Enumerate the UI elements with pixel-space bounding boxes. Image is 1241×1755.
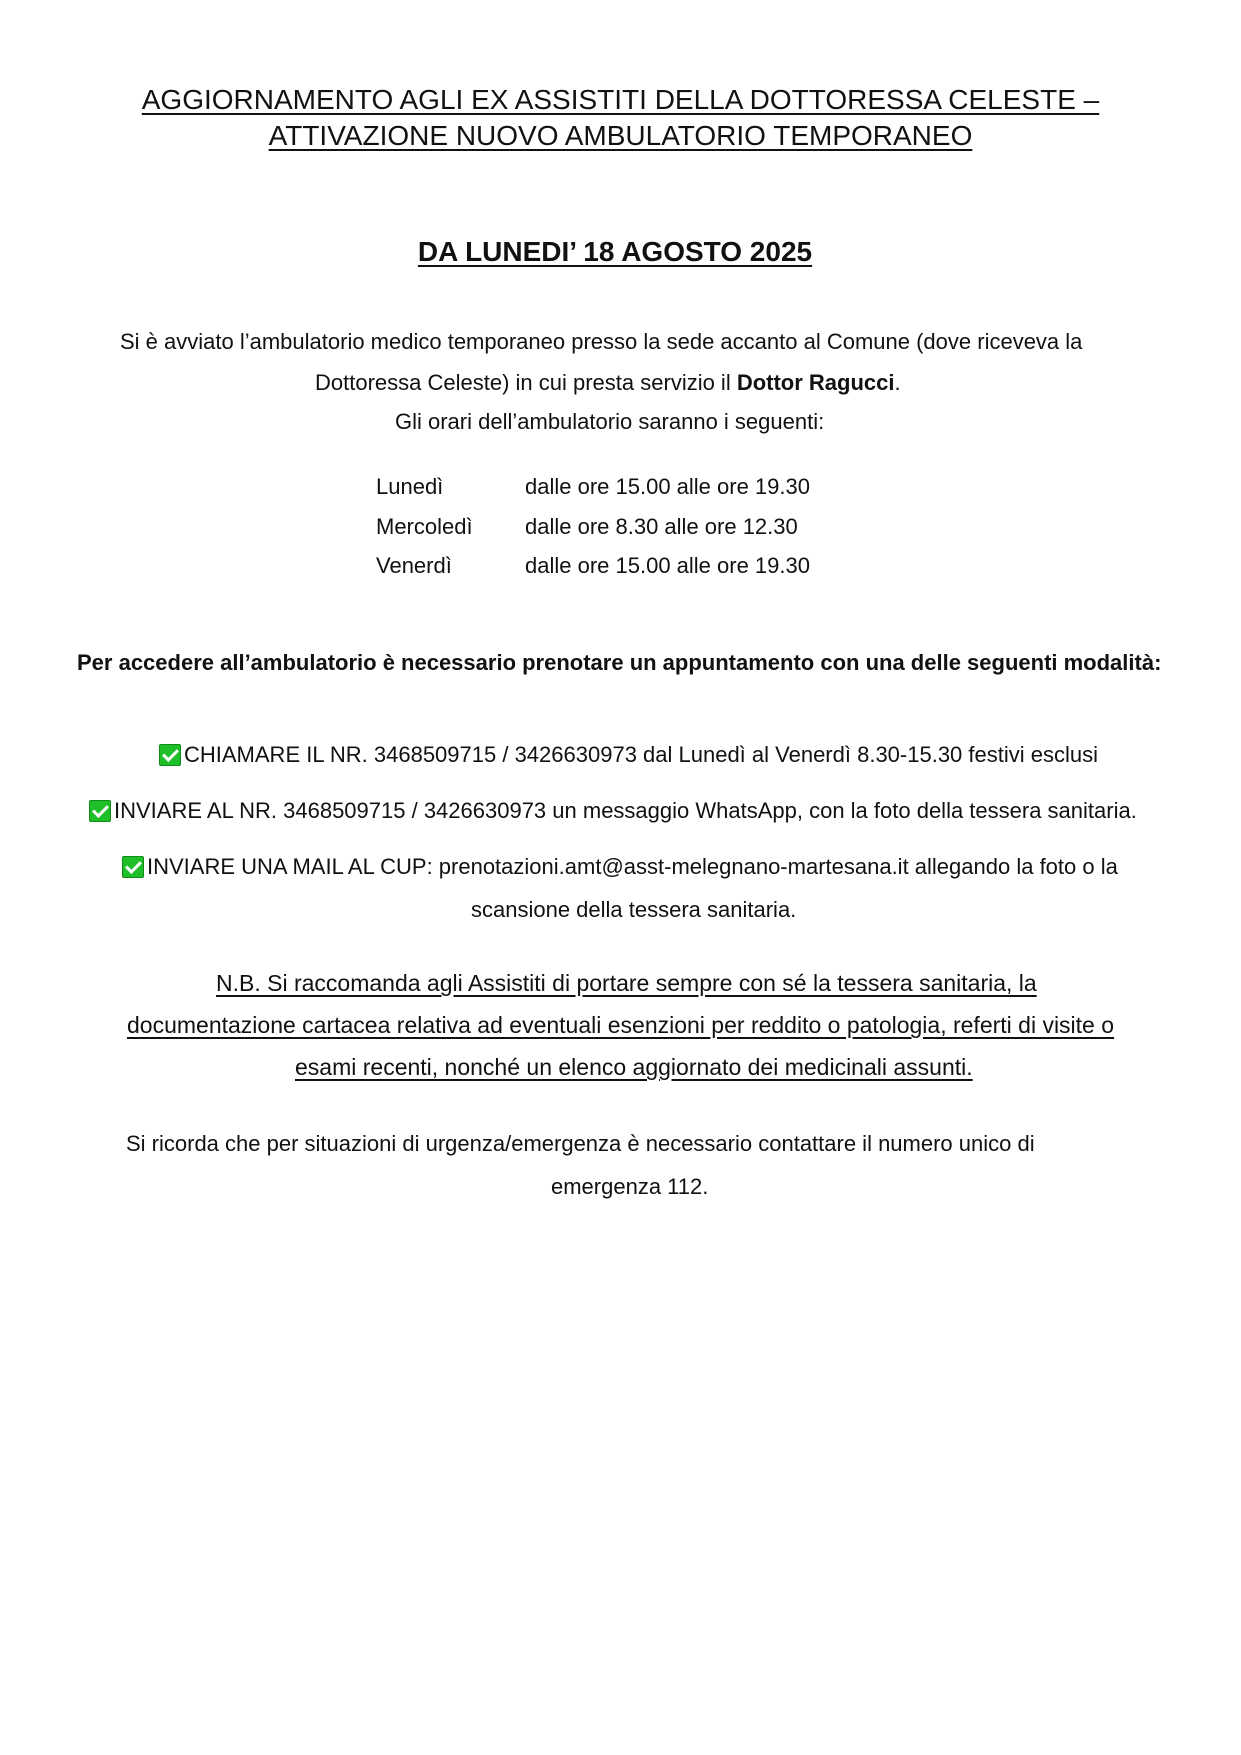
booking-option-whatsapp [89, 798, 1137, 824]
booking-option-phone [159, 742, 1098, 768]
check-mark-icon [89, 800, 111, 822]
check-mark-icon [122, 856, 144, 878]
title-line-1: AGGIORNAMENTO AGLI EX ASSISTITI DELLA DOTTORESSA CELESTE – [141, 84, 1100, 115]
intro-line-2-suffix: . [894, 370, 901, 395]
schedule-hours: dalle ore 8.30 alle ore 12.30 [525, 514, 798, 539]
intro-line-2-prefix: Dottoressa Celeste) in cui presta servizio il [315, 370, 737, 395]
check-mark-icon [159, 744, 181, 766]
intro-line-3: Gli orari dell’ambulatorio saranno i seguenti: [395, 409, 825, 434]
booking-option-email [122, 854, 1118, 880]
note-line-1: N.B. Si raccomanda agli Assistiti di portare sempre con sé la tessera sanitaria, la [216, 970, 1037, 996]
title-line-2: ATTIVAZIONE NUOVO AMBULATORIO TEMPORANEO [268, 120, 973, 151]
schedule-hours: dalle ore 15.00 alle ore 19.30 [525, 474, 810, 499]
note-line-2: documentazione cartacea relativa ad eventuali esenzioni per reddito o patologia, referti di visite o [127, 1012, 1115, 1038]
date-heading: DA LUNEDI’ 18 AGOSTO 2025 [417, 236, 813, 267]
booking-option-continuation: scansione della tessera sanitaria. [471, 897, 797, 922]
intro-line-2 [315, 370, 901, 396]
intro-line-1: Si è avviato l’ambulatorio medico temporaneo presso la sede accanto al Comune (dove riceveva la [120, 329, 1083, 354]
booking-heading: Per accedere all’ambulatorio è necessario prenotare un appuntamento con una delle seguenti modalità: [77, 650, 1162, 675]
schedule-day: Venerdì [376, 553, 452, 578]
schedule-hours: dalle ore 15.00 alle ore 19.30 [525, 553, 810, 578]
emergency-line-2: emergenza 112. [551, 1174, 709, 1199]
doctor-name: Dottor Ragucci [736, 370, 895, 395]
schedule-day: Mercoledì [376, 514, 473, 539]
booking-option-text: CHIAMARE IL NR. 3468509715 / 3426630973 dal Lunedì al Venerdì 8.30-15.30 festivi esclusi [184, 742, 1098, 767]
schedule-day: Lunedì [376, 474, 444, 499]
booking-option-text: INVIARE UNA MAIL AL CUP: prenotazioni.amt@asst-melegnano-martesana.it allegando la foto o la [147, 854, 1118, 879]
note-line-3: esami recenti, nonché un elenco aggiornato dei medicinali assunti. [295, 1054, 973, 1080]
emergency-line-1: Si ricorda che per situazioni di urgenza/emergenza è necessario contattare il numero unico di [126, 1131, 1035, 1156]
booking-option-text: INVIARE AL NR. 3468509715 / 3426630973 un messaggio WhatsApp, con la foto della tessera sanitaria. [114, 798, 1137, 823]
